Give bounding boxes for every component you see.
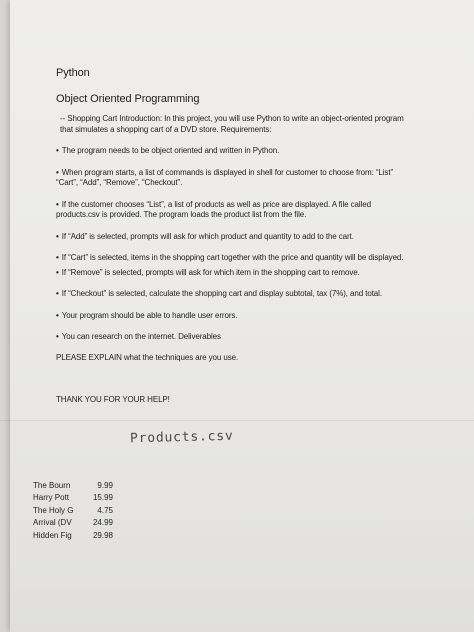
bullet-8-text: Your program should be able to handle user errors. xyxy=(61,310,238,320)
table-row xyxy=(33,530,113,542)
product-price: 24.99 xyxy=(92,518,113,528)
product-name: Harry Pott xyxy=(33,493,70,503)
assignment-text xyxy=(56,66,474,406)
intro-line-1: -- Shopping Cart Introduction: In this project, you will use Python to write an object-oriented program xyxy=(60,114,404,123)
bullet-4-text: If “Add” is selected, prompts will ask for which product and quantity to add to the cart. xyxy=(61,231,354,241)
bullet-2-line-2: “Cart”, “Add”, “Remove”, “Checkout”. xyxy=(56,178,183,187)
page-fold xyxy=(0,420,474,421)
table-row xyxy=(33,505,113,517)
product-price: 15.99 xyxy=(92,493,113,503)
table-row xyxy=(33,480,113,492)
thank-you-note: THANK YOU FOR YOUR HELP! xyxy=(56,395,170,404)
bullet-3-line-1: If the customer chooses “List”, a list of products as well as price are displayed. A file called xyxy=(61,199,371,209)
bullet-dot-icon: • xyxy=(56,253,59,262)
bullet-5-text: If “Cart” is selected, items in the shopping cart together with the price and quantity will be displayed. xyxy=(61,253,404,262)
bullet-6 xyxy=(56,268,474,279)
table-row xyxy=(33,492,113,504)
bullet-4 xyxy=(56,232,474,243)
bullet-dot-icon: • xyxy=(56,146,59,155)
handwritten-filename: Products.csv xyxy=(129,428,234,447)
bullet-8 xyxy=(56,311,474,322)
bullet-3 xyxy=(56,200,474,221)
intro-line-2: that simulates a shopping cart of a DVD store. Requirements: xyxy=(60,124,272,134)
bullet-6-text: If “Remove” is selected, prompts will ask for which item in the shopping cart to remove. xyxy=(61,267,360,277)
bullet-5 xyxy=(56,253,474,264)
product-name: Arrival (DV xyxy=(33,518,72,528)
doc-subtitle: Object Oriented Programming xyxy=(56,93,200,105)
product-price: 9.99 xyxy=(97,481,113,490)
product-name: Hidden Fig xyxy=(33,530,72,540)
bullet-1-text: The program needs to be object oriented and written in Python. xyxy=(61,146,280,155)
bullet-dot-icon: • xyxy=(56,332,59,341)
intro-paragraph xyxy=(56,114,474,135)
bullet-dot-icon: • xyxy=(56,167,59,177)
bullet-1 xyxy=(56,146,474,157)
bullet-dot-icon: • xyxy=(56,289,59,298)
doc-title: Python xyxy=(56,67,90,79)
bullet-2 xyxy=(56,168,474,189)
bullet-9-text: You can research on the internet. Deliverables xyxy=(61,332,221,341)
bullet-dot-icon: • xyxy=(56,310,59,320)
bullet-dot-icon: • xyxy=(56,267,59,277)
bullet-dot-icon: • xyxy=(56,199,59,209)
product-name: The Bourn xyxy=(33,481,71,490)
table-row xyxy=(33,517,113,529)
product-name: The Holy G xyxy=(33,505,74,515)
bullet-3-line-2: products.csv is provided. The program loads the product list from the file. xyxy=(56,210,307,219)
bullet-9 xyxy=(56,332,474,343)
bullet-7 xyxy=(56,289,474,300)
bullet-dot-icon: • xyxy=(56,231,59,241)
bullet-7-text: If “Checkout” is selected, calculate the shopping cart and display subtotal, tax (7%), and total. xyxy=(61,289,382,298)
products-csv-table xyxy=(33,480,113,542)
bullet-2-line-1: When program starts, a list of commands is displayed in shell for customer to choose from: “List” xyxy=(61,167,394,177)
explain-request: PLEASE EXPLAIN what the techniques are you use. xyxy=(56,352,239,362)
product-price: 29.98 xyxy=(92,530,113,540)
product-price: 4.75 xyxy=(97,505,113,515)
